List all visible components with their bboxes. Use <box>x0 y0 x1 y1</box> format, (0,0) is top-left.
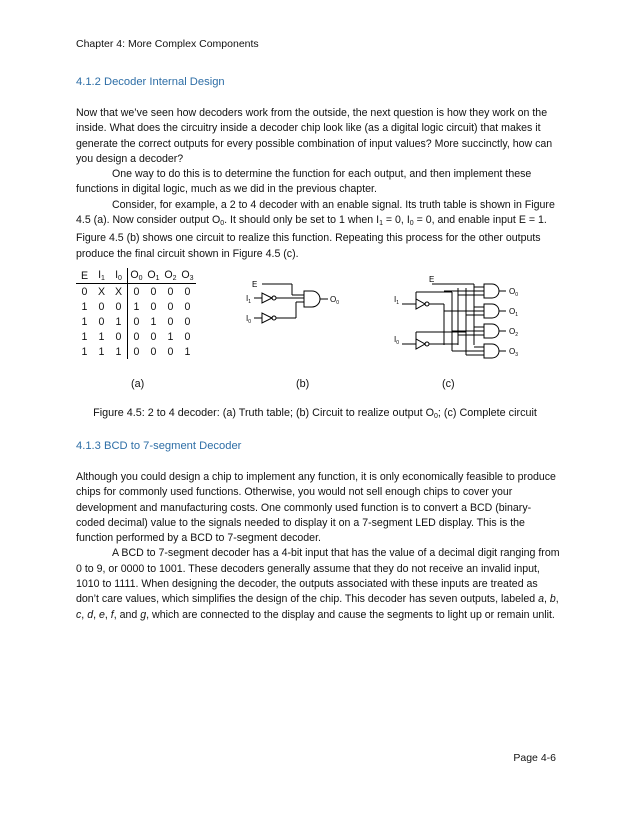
truth-table-cell: 0 <box>115 300 122 313</box>
truth-table-cell: 1 <box>98 345 105 358</box>
truth-table-cell: 1 <box>184 345 191 358</box>
truth-table-cell: 0 <box>81 285 88 298</box>
paragraph-intro: Now that we’ve seen how decoders work from the outside, the next question is how they work on the inside. What does the circuitry inside a decoder chip look like (as a digital logic circuit) that makes it generate the correct outputs for every possible combination of input values? More succinctly, how can you design a decoder? <box>76 107 553 165</box>
circuit-c-o1-label: $O_1$ <box>509 307 519 318</box>
truth-table-cell: 1 <box>150 315 157 328</box>
circuit-c-o3-label: $O_3$ <box>509 347 519 358</box>
circuit-b-output-label: $O_0$ <box>330 295 340 306</box>
truth-table-header <box>76 268 196 284</box>
paragraph-example: Consider, for example, a 2 to 4 decoder with an enable signal. Its truth table is shown in Figure 4.5 (a). Now consider output $O_0$. It should only be set to 1 when $I_1 = 0$, $I_0 = 0$, and enable input E = 1. Figure 4.5 (b) shows one circuit to realize this function. Repeating this process for the other outputs produce the final circuit shown in Figure 4.5 (c). <box>76 198 555 260</box>
col-o2: $O_2$ <box>162 268 179 284</box>
section-title-decoder-internal: 4.1.2 Decoder Internal Design <box>76 76 225 88</box>
truth-table <box>76 268 196 359</box>
col-o0: $O_0$ <box>128 268 146 284</box>
paragraph-bcd-details: A BCD to 7-segment decoder has a 4-bit input that has the value of a decimal digit ranging from 0 to 9, or 0000 to 1001. These decoders generally assume that they do not receive an invalid input, 1010 to 1111. When designing the decoder, the outputs associated with these inputs are treated as don’t care values, which simplifies the design of the chip. This decoder has seven outputs, labeled a, b, c, d, e, f, and g, which are connected to the display and cause the segments to light up or remain unlit. <box>76 547 560 621</box>
truth-table-cell: 0 <box>167 315 174 328</box>
truth-table-cell: 0 <box>115 330 122 343</box>
circuit-b-i1-label: $I_1$ <box>246 294 252 305</box>
truth-table-cell: 1 <box>81 300 88 313</box>
body-text-block-1 <box>76 106 560 262</box>
figure-label-c: (c) <box>442 378 455 390</box>
truth-table-cell: 0 <box>150 345 157 358</box>
truth-table-cell: 0 <box>150 330 157 343</box>
col-o1: $O_1$ <box>145 268 162 284</box>
truth-table-cell: 1 <box>115 315 122 328</box>
figure-label-b: (b) <box>296 378 310 390</box>
circuit-c <box>394 270 544 365</box>
truth-table-cell: 0 <box>167 345 174 358</box>
truth-table-cell: 1 <box>167 330 174 343</box>
truth-table-cell: 1 <box>81 330 88 343</box>
truth-table-cell: 0 <box>167 300 174 313</box>
paragraph-approach: One way to do this is to determine the function for each output, and then implement these functions in digital logic, much as we did in the previous chapter. <box>76 168 532 196</box>
figure-4-5 <box>76 268 560 398</box>
circuit-c-o2-label: $O_2$ <box>509 327 519 338</box>
running-header: Chapter 4: More Complex Components <box>76 38 259 50</box>
truth-table-cell: 1 <box>128 299 146 314</box>
truth-table-cell: 0 <box>150 300 157 313</box>
truth-table-cell: 0 <box>128 329 146 344</box>
figure-caption: Figure 4.5: 2 to 4 decoder: (a) Truth table; (b) Circuit to realize output $O_0$; (c) Complete circuit <box>93 407 537 420</box>
truth-table-row <box>76 344 196 359</box>
circuit-c-enable-label: E <box>429 275 435 284</box>
truth-table-cell: X <box>114 285 123 298</box>
truth-table-row <box>76 299 196 314</box>
figure-label-a: (a) <box>131 378 145 390</box>
col-i0: $I_0$ <box>110 268 128 284</box>
truth-table-row <box>76 329 196 344</box>
truth-table-cell: 0 <box>128 314 146 329</box>
truth-table-cell: 0 <box>184 285 191 298</box>
truth-table-cell: 0 <box>167 285 174 298</box>
col-i1: $I_1$ <box>93 268 110 284</box>
page-number: Page 4-6 <box>513 752 556 764</box>
truth-table-cell: X <box>97 285 106 298</box>
truth-table-row <box>76 284 196 300</box>
circuit-b-i0-label: $I_0$ <box>246 314 252 325</box>
truth-table-cell: 1 <box>81 315 88 328</box>
truth-table-cell: 1 <box>115 345 122 358</box>
body-text-block-2 <box>76 470 560 623</box>
truth-table-cell: 0 <box>184 300 191 313</box>
circuit-c-i0-label: $I_0$ <box>394 335 400 346</box>
truth-table-cell: 0 <box>128 344 146 359</box>
truth-table-cell: 1 <box>81 345 88 358</box>
truth-table-cell: 0 <box>184 330 191 343</box>
truth-table-cell: 0 <box>184 315 191 328</box>
truth-table-row <box>76 314 196 329</box>
truth-table-cell: 0 <box>150 285 157 298</box>
section-title-bcd-decoder: 4.1.3 BCD to 7-segment Decoder <box>76 440 242 452</box>
circuit-c-i1-label: $I_1$ <box>394 295 400 306</box>
col-e: E <box>76 268 93 284</box>
truth-table-body <box>76 284 196 360</box>
col-o3: $O_3$ <box>179 268 196 284</box>
circuit-c-o0-label: $O_0$ <box>509 287 519 298</box>
paragraph-bcd-intro: Although you could design a chip to implement any function, it is only economically feasible to produce chips for commonly used functions. Otherwise, you would not sell enough chips to cover your development and manufacturing costs. One commonly used function is to convert a BCD (binary-coded decimal) value to the signals needed to display it on a 7-segment LED display. This is the function performed by a BCD to 7-segment decoder. <box>76 471 556 545</box>
truth-table-cell: 0 <box>98 300 105 313</box>
truth-table-cell: 0 <box>98 315 105 328</box>
circuit-b <box>242 270 362 340</box>
circuit-b-enable-label: E <box>252 280 258 289</box>
truth-table-cell: 1 <box>98 330 105 343</box>
truth-table-cell: 0 <box>128 284 146 300</box>
